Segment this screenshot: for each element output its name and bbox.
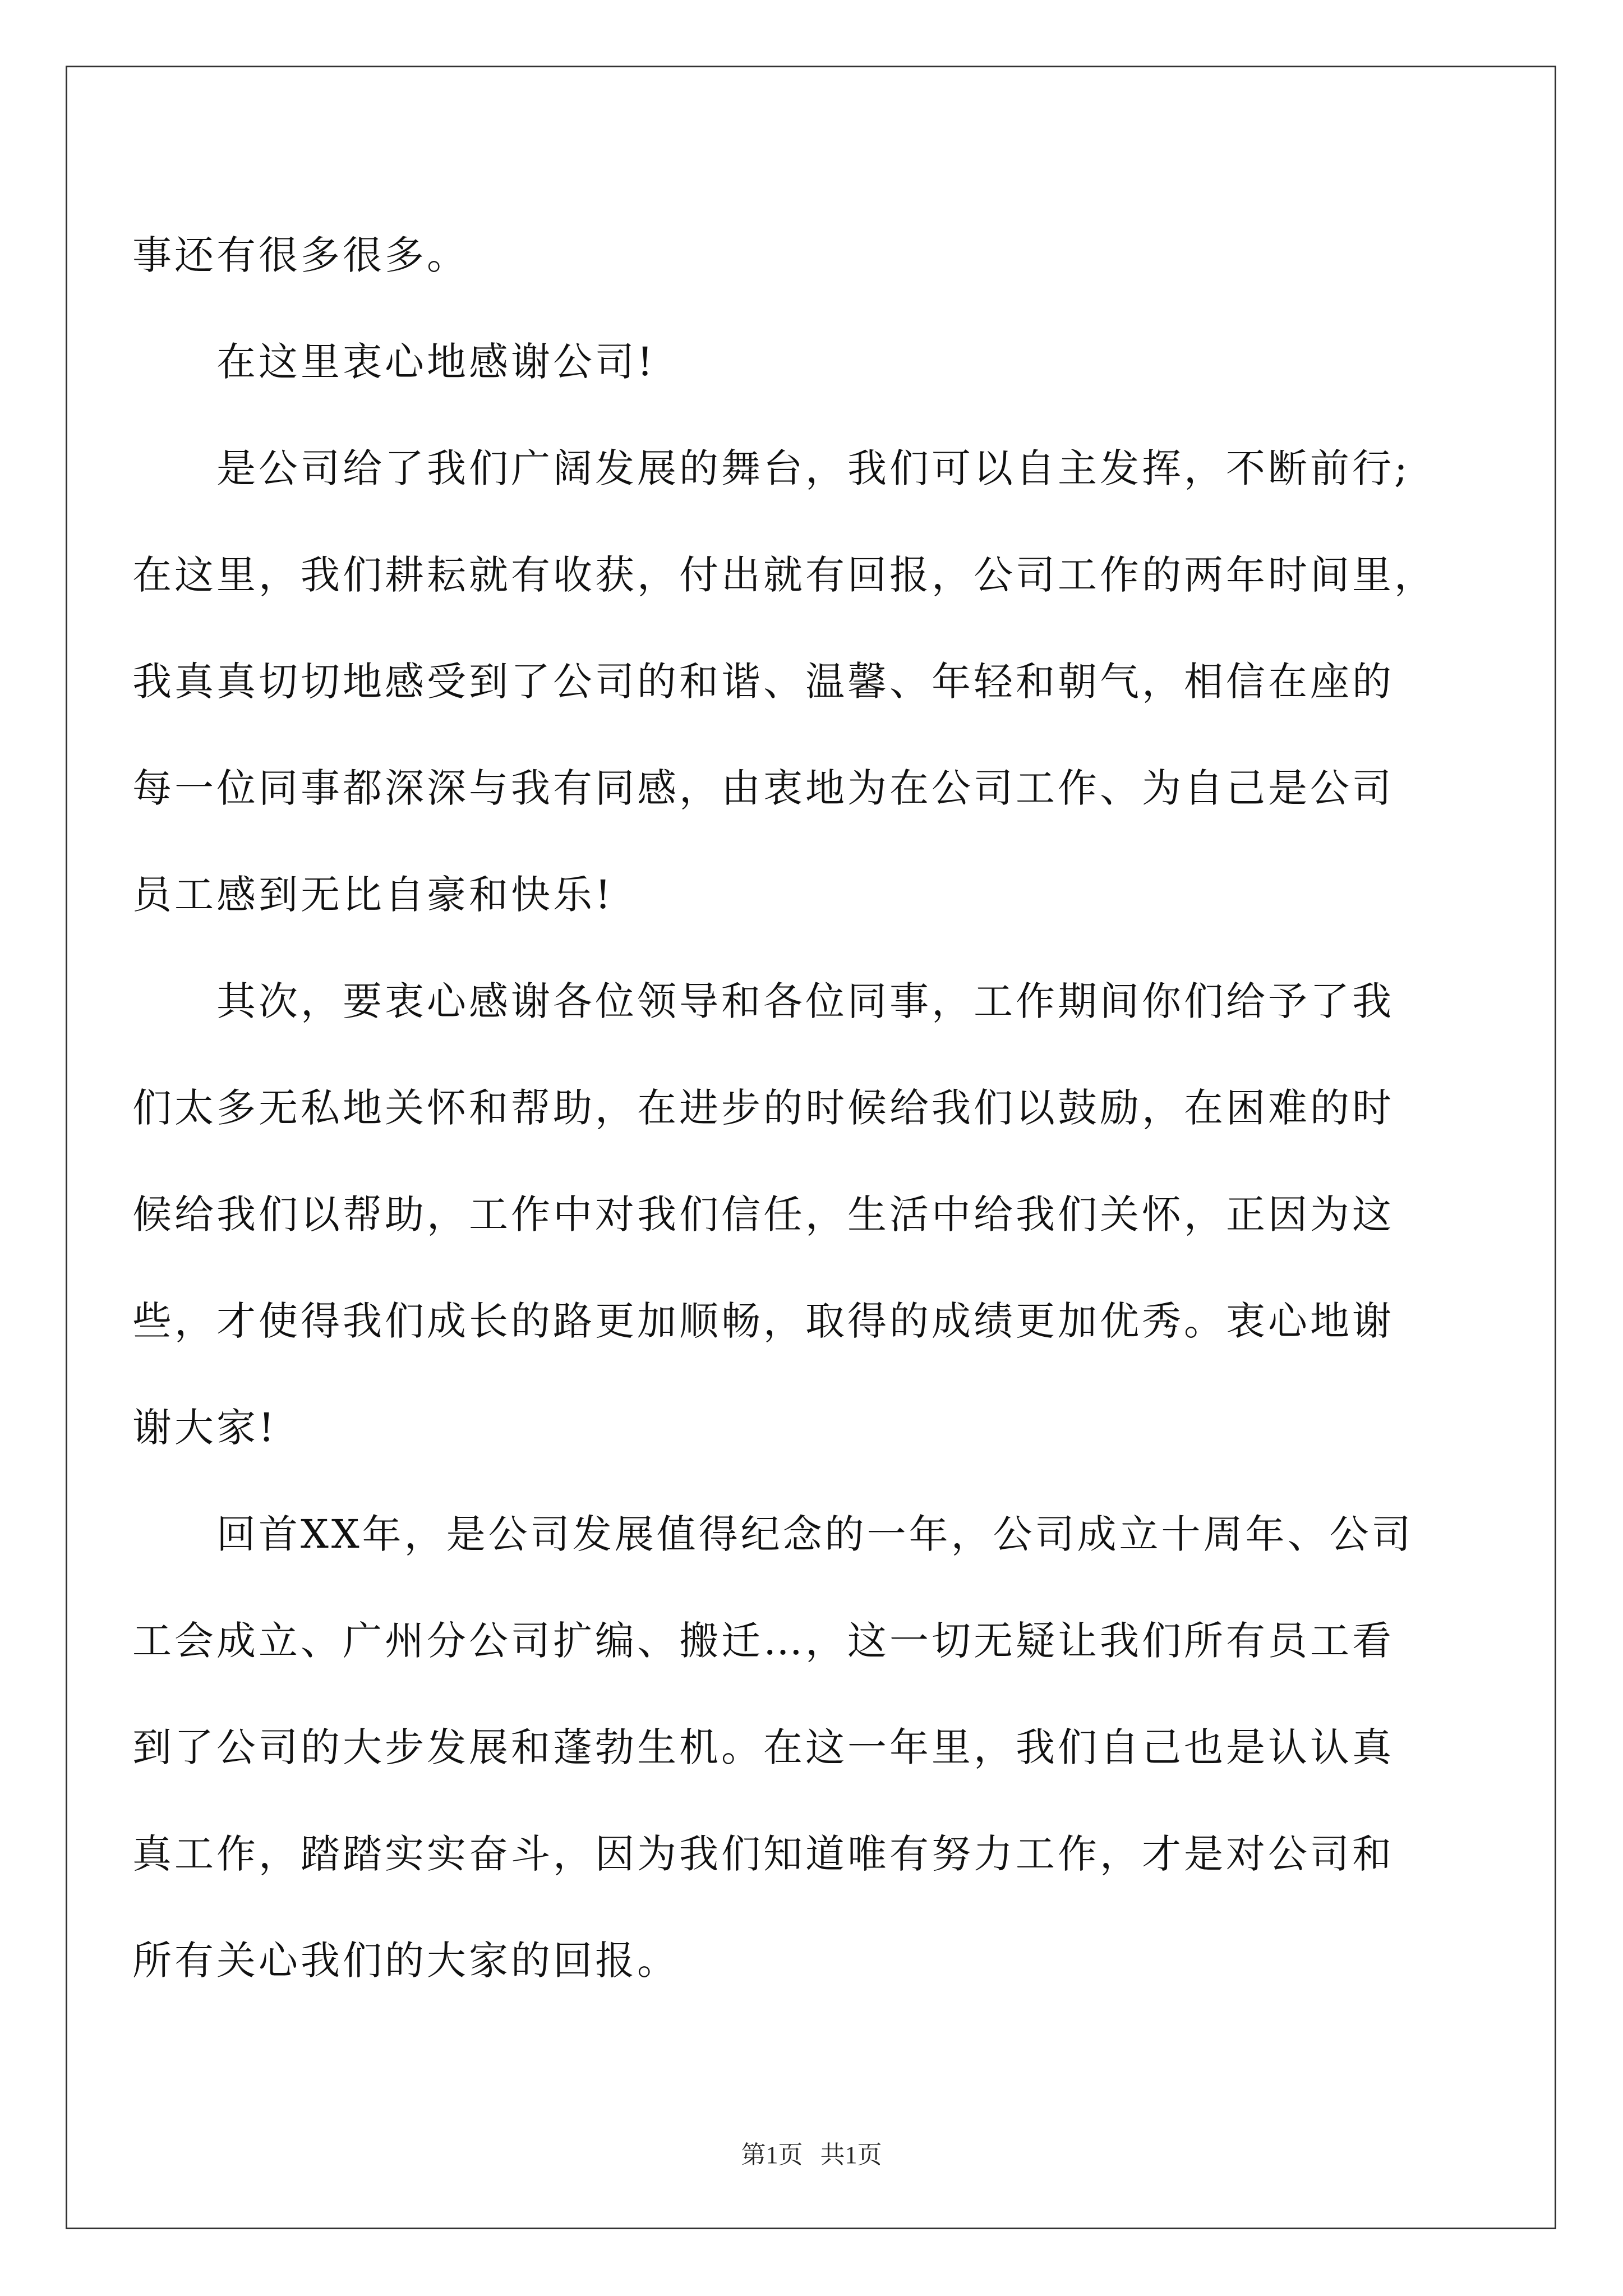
text-line: 是公司给了我们广阔发展的舞台，我们可以自主发挥，不断前行; bbox=[216, 445, 1410, 491]
page-number: 第1页 bbox=[741, 2141, 803, 2169]
text-line: 真工作，踏踏实实奋斗，因为我们知道唯有努力工作，才是对公司和 bbox=[132, 1831, 1394, 1877]
text-line: 我真真切切地感受到了公司的和谐、温馨、年轻和朝气，相信在座的 bbox=[132, 659, 1394, 705]
text-line: 在这里，我们耕耘就有收获，付出就有回报，公司工作的两年时间里， bbox=[132, 552, 1436, 598]
text-line: 在这里衷心地感谢公司! bbox=[216, 339, 656, 385]
text-line: 所有关心我们的大家的回报。 bbox=[132, 1938, 679, 1984]
text-line: 回首XX年，是公司发展值得纪念的一年，公司成立十周年、公司 bbox=[216, 1511, 1414, 1557]
text-line: 其次，要衷心感谢各位领导和各位同事，工作期间你们给予了我 bbox=[216, 978, 1394, 1024]
text-line: 工会成立、广州分公司扩编、搬迁…，这一切无疑让我们所有员工看 bbox=[132, 1618, 1394, 1664]
page-total: 共1页 bbox=[820, 2141, 882, 2169]
text-line: 们太多无私地关怀和帮助，在进步的时候给我们以鼓励，在困难的时 bbox=[132, 1085, 1394, 1131]
text-line: 事还有很多很多。 bbox=[132, 232, 469, 278]
text-line: 些，才使得我们成长的路更加顺畅，取得的成绩更加优秀。衷心地谢 bbox=[132, 1298, 1394, 1344]
document-body bbox=[132, 202, 1484, 2014]
text-line: 员工感到无比自豪和快乐! bbox=[132, 872, 614, 918]
text-line: 到了公司的大步发展和蓬勃生机。在这一年里，我们自己也是认认真 bbox=[132, 1724, 1394, 1770]
text-line: 谢大家! bbox=[132, 1405, 278, 1451]
page-footer bbox=[0, 2134, 1623, 2170]
text-line: 每一位同事都深深与我有同感，由衷地为在公司工作、为自己是公司 bbox=[132, 765, 1394, 811]
text-line: 候给我们以帮助，工作中对我们信任，生活中给我们关怀，正因为这 bbox=[132, 1191, 1394, 1237]
